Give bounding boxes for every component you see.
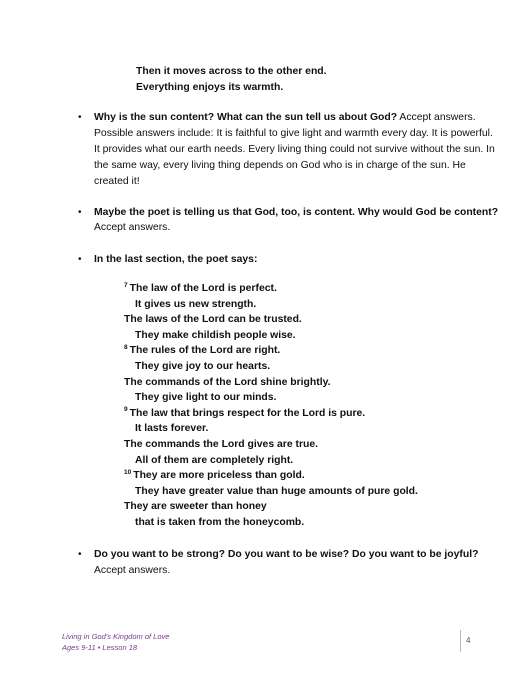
poem-line-text: They give joy to our hearts.: [135, 361, 271, 372]
footer-divider: [460, 630, 461, 652]
poem-line: [124, 438, 318, 452]
poem-line-text: It lasts forever.: [135, 423, 209, 435]
bullet-icon: •: [78, 207, 82, 218]
poem-line: [124, 469, 305, 483]
page-number: 4: [466, 636, 471, 645]
bullet-icon: •: [78, 549, 82, 560]
question-1: [94, 111, 476, 125]
verse-number: 7: [124, 281, 128, 289]
poem-line-text: that is taken from the honeycomb.: [135, 517, 305, 528]
question-3: In the last section, the poet says:: [94, 254, 258, 265]
footer-title: Living in God’s Kingdom of Love: [62, 632, 170, 641]
footer-subtitle: Ages 9-11 • Lesson 18: [62, 643, 138, 652]
poem-line-text: They are more priceless than gold.: [133, 470, 305, 482]
question-2: Maybe the poet is telling us that God, too, is content. Why would God be content?: [94, 207, 499, 218]
question-1-bold: Why is the sun content? What can the sun tell us about God?: [94, 112, 398, 123]
poem-line: [135, 422, 208, 436]
poem-line-text: They are sweeter than honey: [124, 501, 267, 513]
verse-number: 10: [124, 468, 132, 476]
answer-1-line-4: created it!: [94, 176, 140, 187]
poem-line-text: The law of the Lord is perfect.: [129, 283, 277, 294]
poem-line: [135, 360, 270, 374]
poem-line: [135, 391, 276, 405]
poem-line-text: All of them are completely right.: [135, 454, 294, 466]
answer-1-line-1: Possible answers include: It is faithful to give light and warmth every day. It is powerful.: [94, 128, 493, 139]
poem-line: [124, 344, 280, 358]
poem-line: [124, 500, 267, 514]
question-1-rest: Accept answers.: [397, 112, 476, 123]
poem-line: [124, 376, 330, 390]
poem-line-text: The rules of the Lord are right.: [129, 345, 281, 357]
poem-line-text: It gives us new strength.: [135, 298, 257, 310]
poem-line-text: The law that brings respect for the Lord is pure.: [129, 407, 366, 419]
poem-line: [124, 282, 277, 296]
answer-1-line-2: It provides what our earth needs. Every living thing could not survive without the sun. In: [94, 144, 495, 155]
verse-number: 8: [124, 343, 128, 351]
question-4: Do you want to be strong? Do you want to be wise? Do you want to be joyful?: [94, 549, 479, 560]
bullet-icon: •: [78, 254, 82, 265]
poem-line: [135, 298, 256, 312]
poem-line: [124, 313, 302, 327]
poem-line: [135, 516, 304, 530]
poem-line: [135, 485, 418, 499]
poem-line-text: The commands the Lord gives are true.: [124, 439, 319, 450]
poem-line-text: They have greater value than huge amounts of pure gold.: [135, 485, 418, 497]
verse-number: 9: [124, 406, 128, 414]
intro-line-1: Then it moves across to the other end.: [136, 66, 327, 77]
answer-2: Accept answers.: [94, 222, 171, 233]
poem-line-text: They make childish people wise.: [135, 329, 296, 341]
poem-line: [135, 454, 293, 468]
intro-line-2: Everything enjoys its warmth.: [136, 82, 284, 93]
answer-4: Accept answers.: [94, 565, 171, 576]
poem-line-text: The laws of the Lord can be trusted.: [124, 314, 302, 326]
bullet-icon: •: [78, 112, 82, 123]
answer-1-line-3: the same way, every living thing depends on God who is in charge of the sun. He: [94, 160, 466, 171]
poem-line-text: The commands of the Lord shine brightly.: [124, 376, 331, 388]
poem-line-text: They give light to our minds.: [135, 392, 277, 404]
poem-line: [124, 407, 365, 421]
poem-line: [135, 329, 296, 343]
